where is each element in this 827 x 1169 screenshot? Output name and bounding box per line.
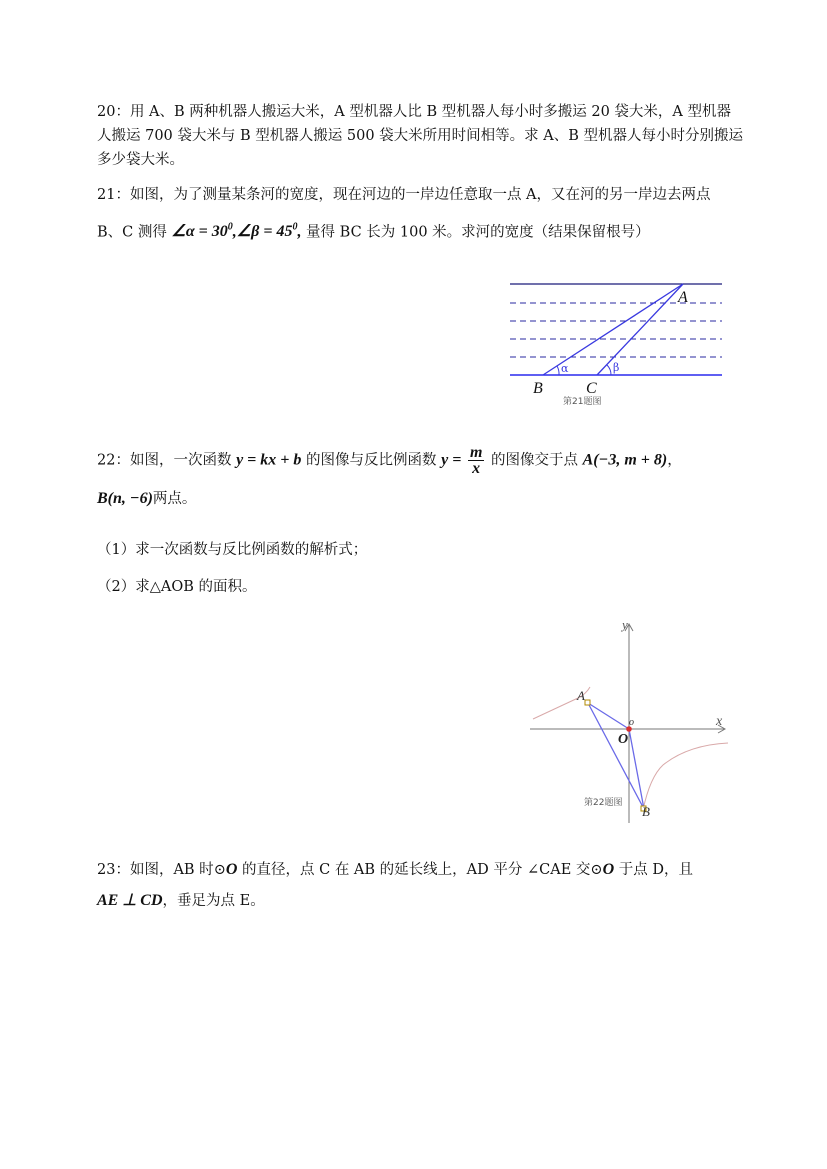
label-o-small: o — [629, 717, 634, 728]
figure-21-caption: 第21题图 — [563, 397, 602, 407]
label-B: B — [642, 804, 650, 819]
q23-line-2-suffix: ，垂足为点 E。 — [162, 893, 265, 909]
q22-line-1 — [97, 445, 682, 476]
segment-OB — [629, 729, 644, 809]
q20-line-1: 20：用 A、B 两种机器人搬运大米，A 型机器人比 B 型机器人每小时多搬运 20 袋大米，A 型机器 — [97, 104, 731, 120]
segment-AB — [588, 703, 644, 809]
circle-symbol: ⊙ — [213, 862, 226, 878]
q21-line-2-prefix: B、C 测得 — [97, 224, 167, 241]
q22-part-1: （1）求一次函数与反比例函数的解析式； — [97, 542, 368, 558]
point-A-marker — [585, 700, 590, 705]
q20-line-2: 人搬运 700 袋大米与 B 型机器人搬运 500 袋大米所用时间相等。求 A、B 型机器人每小时分别搬运 — [97, 128, 744, 144]
q23-end-text: 于点 D，且 — [618, 862, 693, 878]
q21-line-2: B、C 测得 ∠α = $30^0,\angle\beta = 45^0$, 量得 BC 长为 100 米。求河的宽度（结果保留根号） — [97, 222, 650, 241]
q23-line-2 — [97, 889, 265, 913]
figure-22-caption: 第22题图 — [584, 798, 623, 808]
q22-comma: ， — [667, 452, 682, 469]
q22-mid-text: 的图像与反比例函数 — [306, 452, 437, 469]
q22-prefix: 22：如图，一次函数 — [97, 452, 232, 469]
label-beta: β — [613, 361, 620, 374]
q22-inverse-fraction — [468, 445, 484, 476]
label-alpha: α — [561, 362, 569, 375]
q22-fraction-numerator: m — [469, 444, 483, 461]
q22-part-2: （2）求△AOB 的面积。 — [97, 579, 257, 595]
q23-line-1 — [97, 858, 693, 882]
angle-beta-arc — [607, 365, 611, 375]
q23-circle-O-2: O — [602, 861, 615, 878]
q23-mid-text: 的直径，点 C 在 AB 的延长线上，AD 平分 ∠CAE 交 — [242, 862, 591, 878]
figure-22 — [528, 615, 738, 827]
q20-line-3: 多少袋大米。 — [97, 152, 184, 168]
q22-after-text: 的图像交于点 — [491, 452, 579, 469]
label-B: B — [533, 380, 543, 397]
q22-point-A: A(−3, m + 8) — [582, 451, 668, 469]
label-A: A — [678, 289, 688, 306]
label-A: A — [577, 688, 585, 703]
label-O: O — [618, 732, 629, 747]
q21-beta-expression: ∠β = $45^0$ — [236, 222, 298, 241]
q23-perpendicular-expression: AE ⊥ CD — [97, 892, 163, 909]
q21-alpha-expression: ∠α = $30^0$ — [171, 222, 233, 241]
q21-line-1: 21：如图，为了测量某条河的宽度，现在河边的一岸边任意取一点 A，又在河的另一岸边去两点 — [97, 187, 711, 203]
q22-fraction-denominator: x — [472, 460, 481, 477]
q22-point-B: B(n, −6) — [97, 490, 153, 507]
q22-line-2 — [97, 487, 196, 511]
circle-symbol-2: ⊙ — [590, 862, 603, 878]
q22-linear-function: y = kx + b — [236, 451, 302, 469]
q22-line-2-suffix: 两点。 — [152, 491, 197, 507]
q23-circle-O: O — [225, 861, 238, 878]
q22-inverse-lhs: y = — [441, 451, 462, 469]
segment-CA — [597, 284, 683, 375]
label-C: C — [586, 380, 597, 397]
q21-line-2-suffix: 量得 BC 长为 100 米。求河的宽度（结果保留根号） — [306, 224, 650, 241]
angle-alpha-arc — [557, 366, 559, 375]
axis-label-y: y — [622, 617, 628, 632]
q23-prefix: 23：如图，AB 时 — [97, 862, 214, 878]
hyperbola-branch-right — [643, 743, 728, 810]
figure-21 — [505, 278, 725, 408]
axis-label-x: x — [716, 714, 723, 729]
